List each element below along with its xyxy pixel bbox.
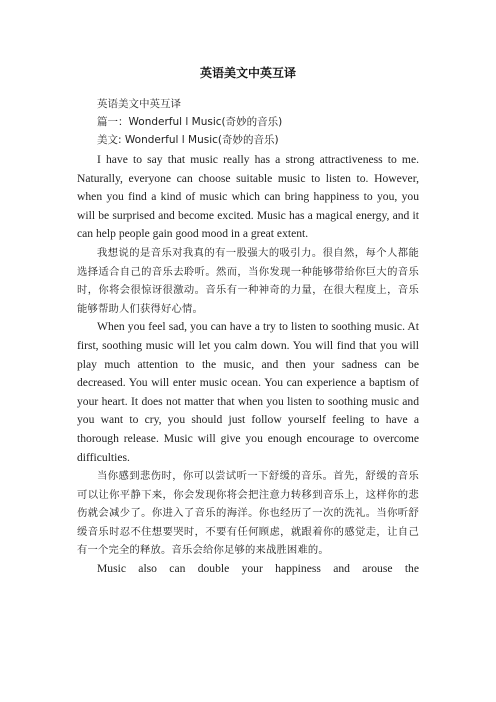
paragraph-english: When you feel sad, you can have a try to listen to soothing music. At first, soothing music will let you calm down. You will find that you will play much attention to the music, and then your sadness can be decreased. You will enter music ocean. You can experience a baptism of your heart. It does not matter that when you listen to soothing music and you want to cry, you should just follow yourself feeling to have a thorough release. Music will give you enough encourage to overcome difficulties. <box>77 320 419 464</box>
article-heading: 美文: Wonderful l Music(奇妙的音乐) <box>97 134 279 146</box>
paragraph-chinese: 我想说的是音乐对我真的有一股强大的吸引力。很自然，每个人都能选择适合自己的音乐去聆听。然而，当你发现一种能够带给你巨大的音乐时，你将会很惊讶很激动。音乐有一种神奇的力量，在很大程度上，音乐能够帮助人们获得好心情。 <box>77 246 419 315</box>
article-body <box>77 151 419 579</box>
chapter-heading: 篇一：Wonderful l Music(奇妙的音乐) <box>97 116 283 128</box>
paragraph-english: I have to say that music really has a strong attractiveness to me. Naturally, everyone can choose suitable music to listen to. However, when you find a kind of music which can bring happiness to you, you will be surprised and become excited. Music has a magical energy, and it can help people gain good mood in a great extent. <box>77 153 419 241</box>
document-title: 英语美文中英互译 <box>199 66 296 80</box>
paragraph-english: Music also can double your happiness and arouse the <box>97 562 419 576</box>
paragraph-chinese: 当你感到悲伤时，你可以尝试听一下舒缓的音乐。首先，舒缓的音乐可以让你平静下来，你会发现你将会把注意力转移到音乐上，这样你的悲伤就会减少了。你进入了音乐的海洋。你也经历了一次的洗礼。当你听舒缓音乐时忍不住想要哭时，不要有任何顾虑，就跟着你的感觉走，让自己有一个完全的释放。音乐会给你足够的来战胜困难的。 <box>77 470 419 557</box>
document-subtitle: 英语美文中英互译 <box>97 98 181 110</box>
